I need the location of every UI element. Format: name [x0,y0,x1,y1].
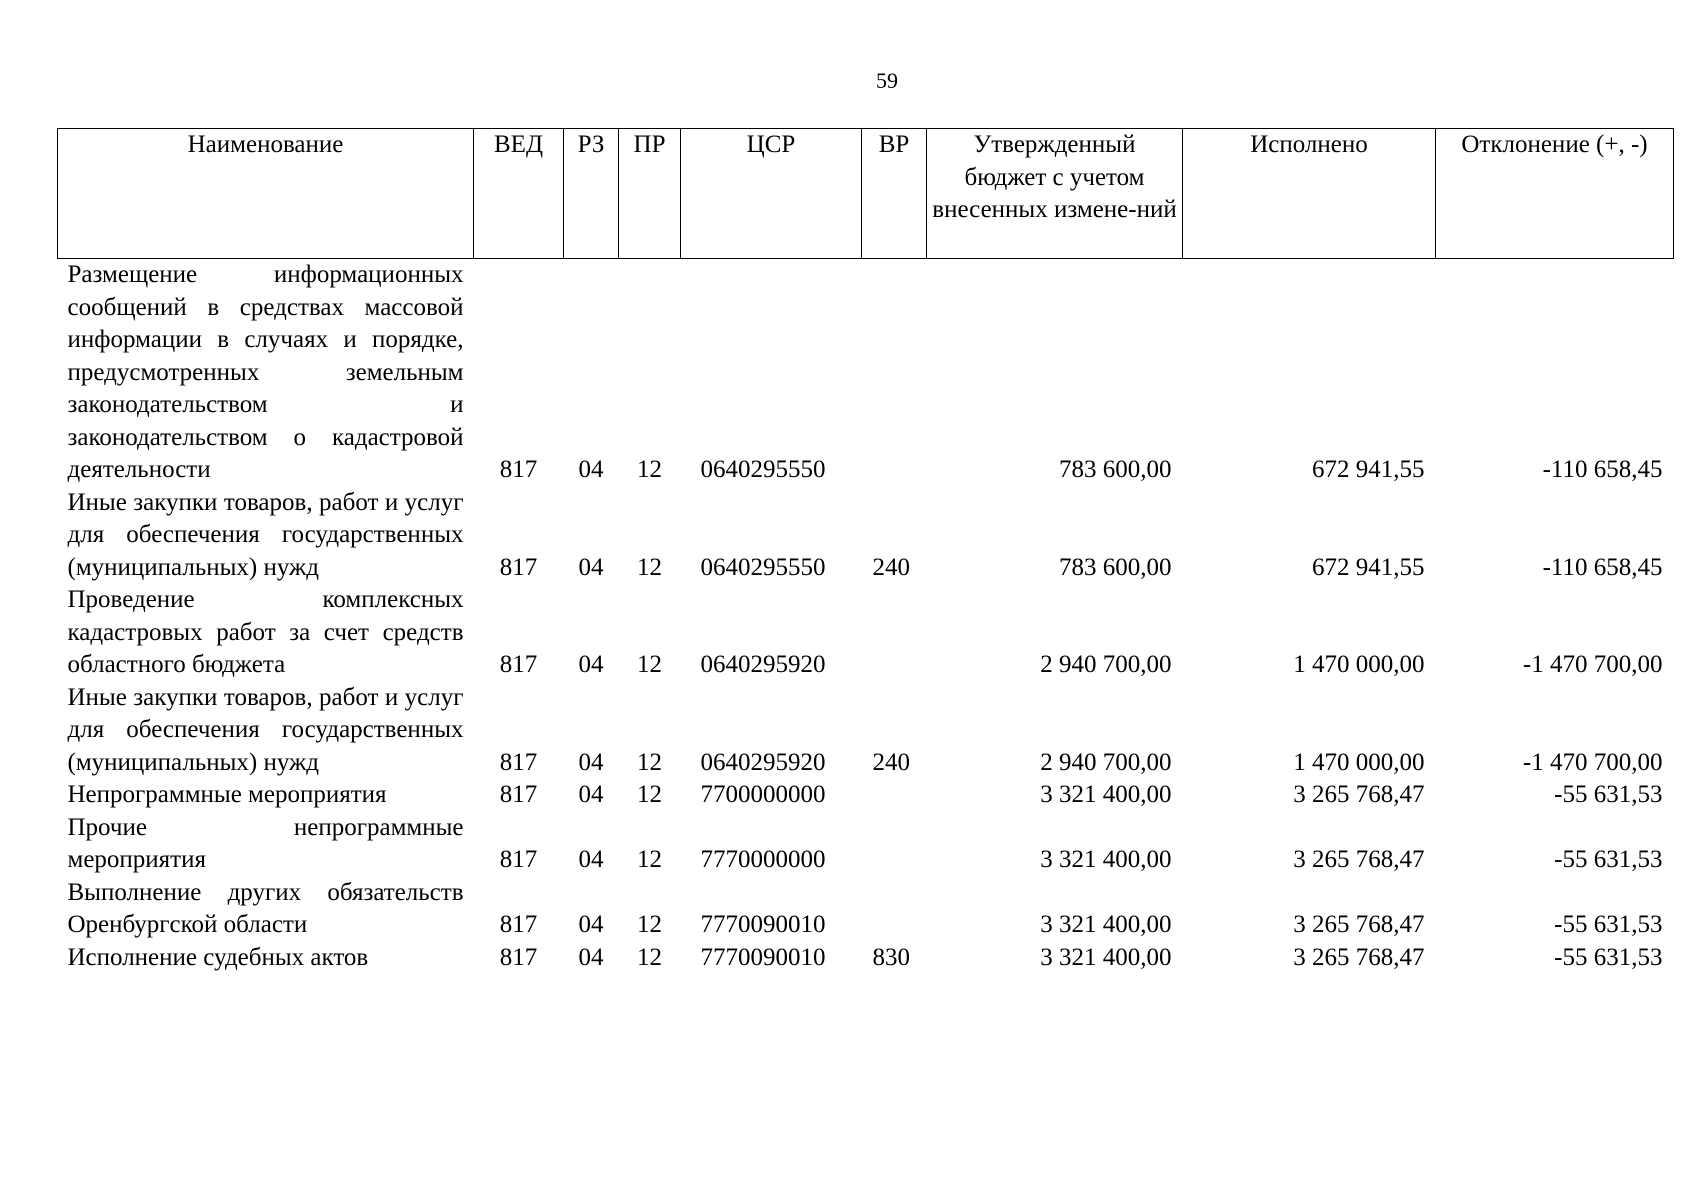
table-row [58,682,1674,780]
row-vr [862,812,927,877]
row-approved: 2 940 700,00 [1040,651,1172,678]
row-vr: 240 [872,553,910,581]
header-ved: ВЕД [474,129,564,259]
row-pr: 12 [637,651,662,678]
row-pr: 12 [637,781,662,808]
row-vr [862,877,927,942]
row-name: Размещение информационных сообщений в средствах массовой информации в случаях и порядке, предусмотренных земельным законодательством и законодательством о кадастровой деятельности [67,261,464,483]
row-name: Непрограммные мероприятия [67,781,387,808]
row-ved: 817 [499,748,538,776]
row-executed: 3 265 768,47 [1293,943,1425,971]
row-rz: 04 [578,846,604,873]
row-approved: 3 321 400,00 [1040,781,1172,808]
table-row [58,779,1674,812]
row-deviation: -110 658,45 [1542,456,1663,483]
header-name: Наименование [58,129,474,259]
row-vr: 830 [872,943,910,971]
table-row [58,259,1674,487]
row-pr: 12 [637,846,662,873]
row-approved: 3 321 400,00 [1040,911,1172,938]
row-rz: 04 [578,553,604,581]
row-ved: 817 [499,943,538,971]
row-name: Выполнение других обязательств Оренбургской области [67,878,464,938]
row-approved: 783 600,00 [1059,456,1172,483]
row-rz: 04 [578,651,604,678]
row-rz: 04 [578,943,604,971]
row-ved: 817 [499,846,538,873]
row-rz: 04 [578,781,604,808]
row-name: Иные закупки товаров, работ и услуг для обеспечения государственных (муниципальных) нужд [67,488,464,581]
row-pr: 12 [637,553,662,581]
row-pr: 12 [637,943,662,971]
table-row [58,487,1674,585]
row-deviation: -1 470 700,00 [1522,748,1663,776]
table-row [58,942,1674,975]
row-executed: 3 265 768,47 [1293,911,1425,938]
row-executed: 1 470 000,00 [1293,651,1425,678]
table-row [58,584,1674,682]
row-deviation: -110 658,45 [1542,553,1663,581]
table-body [58,259,1674,975]
row-ved: 817 [499,781,538,808]
row-approved: 783 600,00 [1059,553,1172,581]
page-number: 59 [876,68,898,93]
row-executed: 3 265 768,47 [1293,846,1425,873]
row-ved: 817 [499,553,538,581]
header-vr: ВР [862,129,927,259]
header-rz: РЗ [564,129,619,259]
header-deviation: Отклонение (+, -) [1436,129,1674,259]
row-rz: 04 [578,456,604,483]
row-vr [862,259,927,487]
row-executed: 672 941,55 [1312,553,1425,581]
row-ved: 817 [499,456,538,483]
row-executed: 672 941,55 [1312,456,1425,483]
row-csr: 7770090010 [700,943,826,971]
row-deviation: -55 631,53 [1554,943,1663,971]
row-vr: 240 [872,748,910,776]
row-pr: 12 [637,911,662,938]
header-executed: Исполнено [1183,129,1436,259]
header-csr: ЦСР [681,129,862,259]
budget-table [57,128,1674,974]
row-name: Проведение комплексных кадастровых работ за счет средств областного бюджета [67,586,464,678]
table-row [58,812,1674,877]
row-executed: 1 470 000,00 [1293,748,1425,776]
header-pr: ПР [619,129,681,259]
row-approved: 2 940 700,00 [1040,748,1172,776]
row-ved: 817 [499,911,538,938]
row-approved: 3 321 400,00 [1040,846,1172,873]
row-executed: 3 265 768,47 [1293,781,1425,808]
row-deviation: -1 470 700,00 [1522,651,1663,678]
row-approved: 3 321 400,00 [1040,943,1172,971]
row-name: Иные закупки товаров, работ и услуг для обеспечения государственных (муниципальных) нужд [67,683,464,776]
row-vr [862,779,927,812]
header-approved: Утвержденный бюджет с учетом внесенных измене-ний [927,129,1183,259]
row-ved: 817 [499,651,538,678]
row-csr: 7700000000 [700,781,826,808]
table-row [58,877,1674,942]
row-csr: 0640295920 [700,651,826,678]
table-header [58,129,1674,259]
row-csr: 0640295550 [700,553,826,581]
row-deviation: -55 631,53 [1554,781,1663,808]
row-deviation: -55 631,53 [1554,911,1663,938]
row-name: Исполнение судебных актов [67,943,369,971]
row-vr [862,584,927,682]
row-csr: 0640295920 [700,748,826,776]
row-pr: 12 [637,456,662,483]
row-pr: 12 [637,748,662,776]
row-rz: 04 [578,911,604,938]
row-csr: 0640295550 [700,456,826,483]
row-deviation: -55 631,53 [1554,846,1663,873]
row-csr: 7770090010 [700,911,826,938]
row-rz: 04 [578,748,604,776]
row-csr: 7770000000 [700,846,826,873]
row-name: Прочие непрограммные мероприятия [67,813,464,873]
